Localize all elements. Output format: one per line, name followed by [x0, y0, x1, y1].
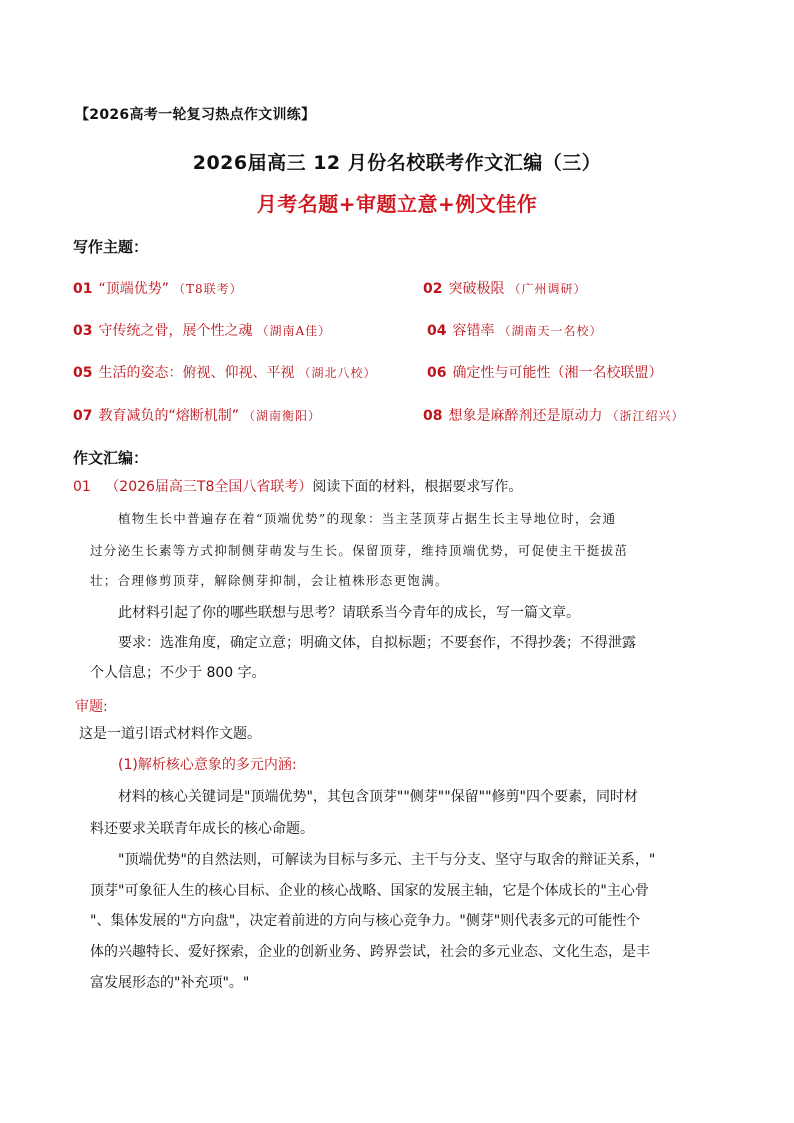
topic-item: [73, 362, 377, 382]
topic-source: （浙江绍兴）: [606, 409, 685, 423]
analysis-point-heading: (1)解析核心意象的多元内涵:: [118, 757, 297, 773]
analysis-paragraph-line: 富发展形态的"补充项"。": [90, 975, 250, 991]
topic-item: [73, 320, 331, 340]
analysis-paragraph-line: 料还要求关联青年成长的核心命题。: [90, 821, 314, 837]
topic-source: （湖北八校）: [298, 366, 377, 380]
topic-item: [73, 405, 321, 425]
material-line: 植物生长中普遍存在着“顶端优势”的现象：当主茎顶芽占据生长主导地位时，会通: [118, 511, 617, 526]
topic-item: [427, 362, 666, 382]
topic-name: 突破极限: [448, 281, 505, 297]
analysis-paragraph-line: 体的兴趣特长、爱好探索，企业的创新业务、跨界尝试，社会的多元业态、文化生态，是丰: [90, 944, 650, 960]
topic-number: 02: [423, 281, 443, 297]
topic-item: [423, 278, 587, 298]
prompt-number: 01: [73, 479, 91, 495]
topic-number: 03: [73, 323, 93, 339]
document-title: 2026届高三 12 月份名校联考作文汇编（三）: [192, 152, 602, 174]
topics-heading: 写作主题：: [73, 238, 149, 256]
topic-name: 想象是麻醉剂还是原动力: [448, 408, 603, 424]
document-subtitle: 月考名题+审题立意+例文佳作: [256, 192, 538, 216]
prompt-source: （2026届高三T8全国八省联考）: [105, 479, 313, 495]
essays-heading: 作文汇编：: [73, 449, 149, 467]
analysis-paragraph-line: 顶芽"可象征人生的核心目标、企业的核心战略、国家的发展主轴，它是个体成长的"主心骨: [90, 883, 649, 899]
material-line: 壮；合理修剪顶芽，解除侧芽抑制，会让植株形态更饱满。: [90, 573, 449, 588]
topic-number: 05: [73, 365, 93, 381]
topic-number: 06: [427, 365, 447, 381]
topic-number: 04: [427, 323, 447, 339]
prompt-header: [73, 480, 522, 494]
topic-number: 01: [73, 281, 93, 297]
topic-name: 确定性与可能性（湘一名校联盟）: [452, 365, 663, 381]
topic-source: （广州调研）: [508, 282, 587, 296]
topic-name: 生活的姿态：俯视、仰视、平视: [98, 365, 295, 381]
series-tag: 【2026高考一轮复习热点作文训练】: [75, 107, 316, 123]
topic-name: 教育减负的“熔断机制”: [98, 408, 239, 424]
topic-source: （T8联考）: [173, 282, 243, 296]
topic-source: （湖南天一名校）: [498, 324, 603, 338]
topic-name: “顶端优势”: [98, 281, 169, 297]
topic-item: [73, 278, 243, 298]
topic-source: （湖南A佳）: [256, 324, 332, 338]
topic-item: [427, 320, 603, 340]
prompt-requirement: 个人信息；不少于 800 字。: [90, 665, 266, 681]
topic-number: 08: [423, 408, 443, 424]
prompt-question: 此材料引起了你的哪些联想与思考？请联系当今青年的成长，写一篇文章。: [118, 605, 580, 621]
topic-number: 07: [73, 408, 93, 424]
analysis-paragraph-line: 材料的核心关键词是"顶端优势"，其包含顶芽""侧芽""保留""修剪"四个要素，同时材: [118, 789, 638, 805]
analysis-paragraph-line: "顶端优势"的自然法则，可解读为目标与多元、主干与分支、坚守与取舍的辩证关系，": [118, 852, 656, 868]
topic-source: （湖南衡阳）: [243, 409, 322, 423]
topic-name: 容错率: [452, 323, 495, 339]
prompt-requirement: 要求：选准角度，确定立意；明确文体，自拟标题；不要套作，不得抄袭；不得泄露: [118, 635, 636, 651]
topic-name: 守传统之骨，展个性之魂: [98, 323, 253, 339]
analysis-paragraph-line: "、集体发展的"方向盘"，决定着前进的方向与核心竞争力。"侧芽"则代表多元的可能性个: [90, 913, 641, 929]
analysis-intro: 这是一道引语式材料作文题。: [79, 726, 261, 742]
analysis-label: 审题:: [75, 699, 108, 715]
prompt-instruction: 阅读下面的材料，根据要求写作。: [312, 479, 523, 495]
topic-item: [423, 405, 685, 425]
material-line: 过分泌生长素等方式抑制侧芽萌发与生长。保留顶芽，维持顶端优势，可促使主干挺拔茁: [90, 543, 629, 558]
